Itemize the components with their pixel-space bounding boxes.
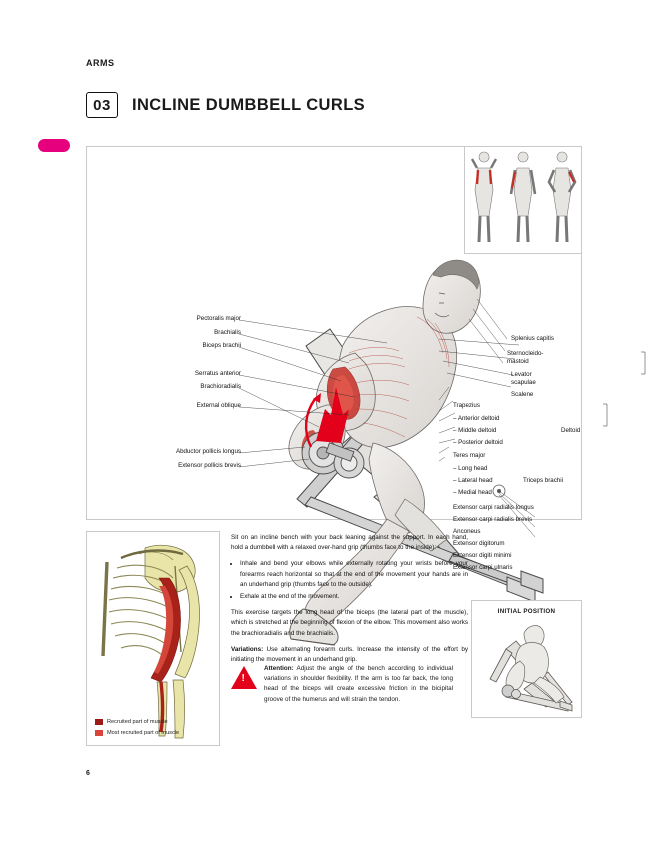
thumbnail-figure-3 [545,154,579,246]
warning-triangle-icon [231,666,257,689]
label-abductor-pollicis-longus: Abductor pollicis longus [175,448,241,455]
label-long-head: – Long head [453,465,488,472]
muscle-thumbnails-panel [464,147,581,254]
skeleton-illustration-frame [86,531,220,746]
label-middle-deltoid: – Middle deltoid [453,427,497,434]
variations-label: Variations: [231,645,264,653]
label-biceps-brachii: Biceps brachii [202,342,241,349]
instructions-intro: Sit on an incline bench with your back leaning against the support. In each hand, hold a dumbbell with a relaxed over-hand grip (thumbs face to the inside): [231,534,468,552]
label-lateral-head: – Lateral head [453,477,493,484]
label-extensor-digitorum: Extensor digitorum [453,540,505,547]
exercise-number-badge: 03 [86,92,118,118]
caution-body: Adjust the angle of the bench according to individual variations in shoulder flexibility. If the arm is too far back, the long head of the biceps will create excessive friction in the bicipital groove of the humerus and will strain the tendon. [264,665,453,703]
exercise-title-row [86,92,365,118]
page-number: 6 [86,770,90,777]
label-medial-head: – Medial head [453,489,492,496]
label-brachialis: Brachialis [214,329,241,336]
instructions-block [231,533,468,671]
label-trapezius: Trapezius [453,402,480,409]
label-serratus-anterior: Serratus anterior [194,370,241,377]
label-splenius-capitis: Splenius capitis [511,335,554,342]
variations-text: Use alternating forearm curls. Increase the intensity of the effort by initiating the movement in an underhand grip. [231,645,468,663]
caution-label: Attention: [264,665,294,672]
skeleton-illustration [87,532,219,745]
section-label: ARMS [86,58,115,68]
label-anterior-deltoid: – Anterior deltoid [453,415,500,422]
instructions-paragraph-2: This exercise targets the long head of the biceps (the lateral part of the muscle), which is stretched at the beginning of flexion of the elbow. This movement also works the brachioradialis and the brachialis. [231,609,468,637]
initial-position-label: INITIAL POSITION [497,608,556,615]
variations-paragraph [231,645,468,665]
legend-swatch-recruited [95,719,103,725]
thumbnail-figure-2 [506,154,540,246]
label-triceps-brachii-bracket: Triceps brachii [523,477,564,484]
legend-swatch-most-recruited [95,730,103,736]
label-brachioradialis: Brachioradialis [200,383,241,390]
label-sternocleidomastoid-line2: mastoid [507,358,529,365]
label-anconeus: Anconeus [453,528,481,535]
label-sternocleidomastoid-line1: Sternocleido- [507,350,544,357]
chapter-tab-marker [38,139,70,152]
page-title: INCLINE DUMBBELL CURLS [132,95,366,114]
label-posterior-deltoid: – Posterior deltoid [453,439,503,446]
label-deltoid-bracket: Deltoid [561,427,581,434]
instructions-bullets [231,559,468,602]
thumbnail-figure-1 [467,154,501,246]
initial-position-frame [471,600,582,718]
legend-label-recruited: Recruited part of muscle [107,719,168,726]
legend-item [95,718,179,726]
label-scalene: Scalene [511,391,534,398]
label-extensor-carpi-radialis-brevis: Extensor carpi radialis brevis [453,516,533,523]
caution-text [264,664,453,705]
label-levator-line1: Levator [511,371,532,378]
label-pectoralis-major: Pectoralis major [196,315,241,322]
instruction-bullet: • Exhale at the end of the movement. [240,592,468,602]
label-extensor-digiti-minimi: Extensor digiti minimi [453,552,512,559]
label-extensor-carpi-radialis-longus: Extensor carpi radialis longus [453,504,534,511]
label-external-oblique: External oblique [196,402,241,409]
instruction-bullet: • Inhale and bend your elbows while externally rotating your wrists before your forearms reach horizontal so that at the end of the movement your hands are in an underhand grip (thumbs face to the outside). [240,559,468,590]
legend [95,716,179,737]
initial-position-illustration [472,601,581,717]
caution-block [231,664,453,705]
legend-item [95,729,179,737]
label-extensor-carpi-ulnaris: Extensor carpi ulnaris [453,564,513,571]
legend-label-most-recruited: Most recruited part of muscle [107,729,180,736]
label-extensor-pollicis-brevis: Extensor pollicis brevis [178,462,241,469]
label-levator-line2: scapulae [511,379,536,386]
label-teres-major: Teres major [453,452,486,459]
